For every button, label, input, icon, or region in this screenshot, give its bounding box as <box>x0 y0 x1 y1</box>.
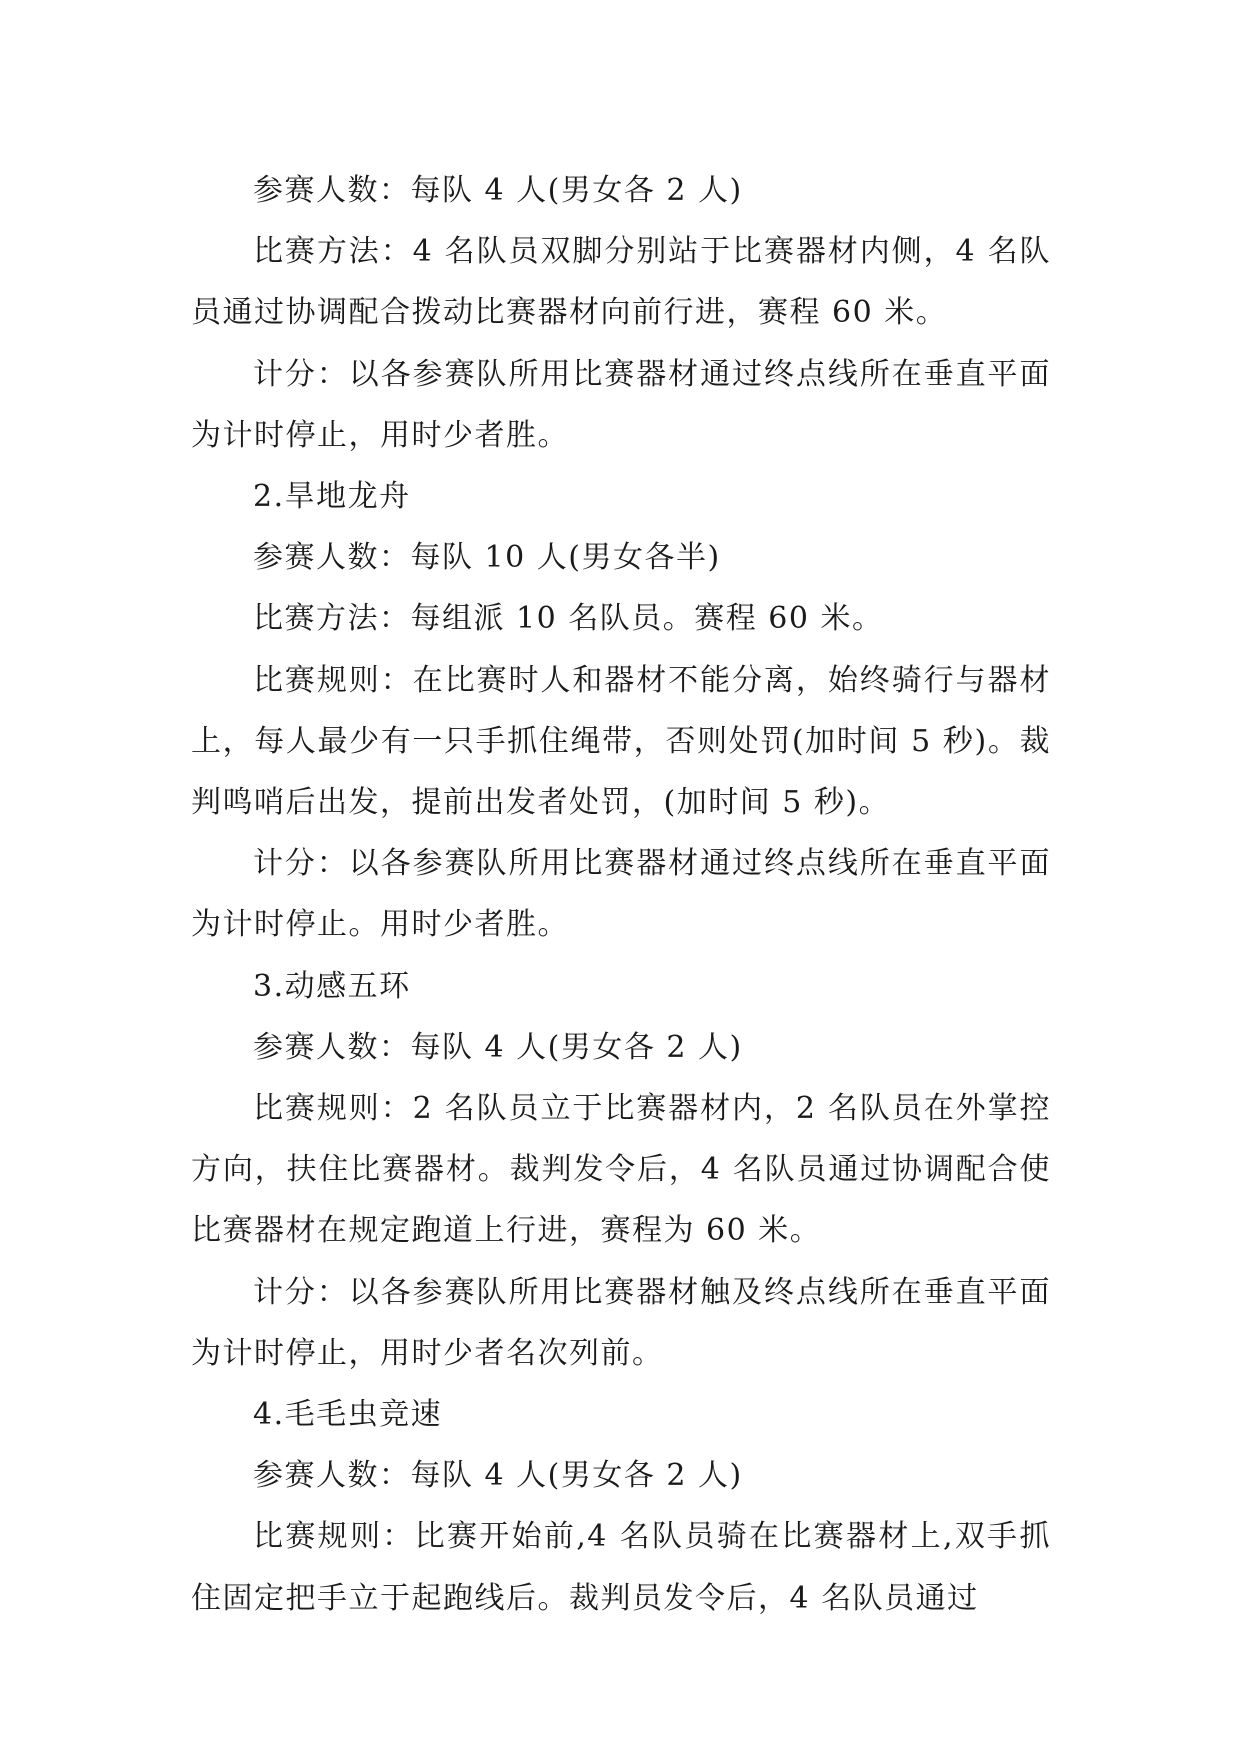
paragraph-rules-2: 比赛规则：在比赛时人和器材不能分离，始终骑行与器材上，每人最少有一只手抓住绳带，否则处罚(加时间 5 秒)。裁判鸣哨后出发，提前出发者处罚，(加时间 5 秒)。 <box>191 662 1051 821</box>
paragraph-scoring-3: 计分：以各参赛队所用比赛器材触及终点线所在垂直平面为计时停止，用时少者名次列前。 <box>191 1274 1051 1371</box>
section-heading-caterpillar-race: 4.毛毛虫竞速 <box>253 1397 443 1433</box>
paragraph-participants-1: 参赛人数：每队 4 人(男女各 2 人) <box>253 173 743 208</box>
paragraph-participants-4: 参赛人数：每队 4 人(男女各 2 人) <box>253 1458 743 1494</box>
paragraph-rules-4: 比赛规则：比赛开始前,4 名队员骑在比赛器材上,双手抓住固定把手立于起跑线后。裁判员发令后，4 名队员通过 <box>191 1519 1051 1616</box>
document-body <box>191 160 1051 1629</box>
paragraph-scoring-2: 计分：以各参赛队所用比赛器材通过终点线所在垂直平面为计时停止。用时少者胜。 <box>191 846 1051 943</box>
paragraph-method-1: 比赛方法：4 名队员双脚分别站于比赛器材内侧，4 名队员通过协调配合拨动比赛器材向前行进，赛程 60 米。 <box>191 234 1051 331</box>
section-heading-five-rings: 3.动感五环 <box>253 968 411 1004</box>
paragraph-method-2: 比赛方法：每组派 10 名队员。赛程 60 米。 <box>253 601 884 637</box>
paragraph-scoring-1: 计分：以各参赛队所用比赛器材通过终点线所在垂直平面为计时停止，用时少者胜。 <box>191 356 1051 453</box>
paragraph-rules-3: 比赛规则：2 名队员立于比赛器材内，2 名队员在外掌控方向，扶住比赛器材。裁判发令后，4 名队员通过协调配合使比赛器材在规定跑道上行进，赛程为 60 米。 <box>191 1091 1051 1249</box>
paragraph-participants-2: 参赛人数：每队 10 人(男女各半) <box>253 540 721 576</box>
section-heading-dragon-boat: 2.旱地龙舟 <box>253 479 411 515</box>
paragraph-participants-3: 参赛人数：每队 4 人(男女各 2 人) <box>253 1029 743 1065</box>
